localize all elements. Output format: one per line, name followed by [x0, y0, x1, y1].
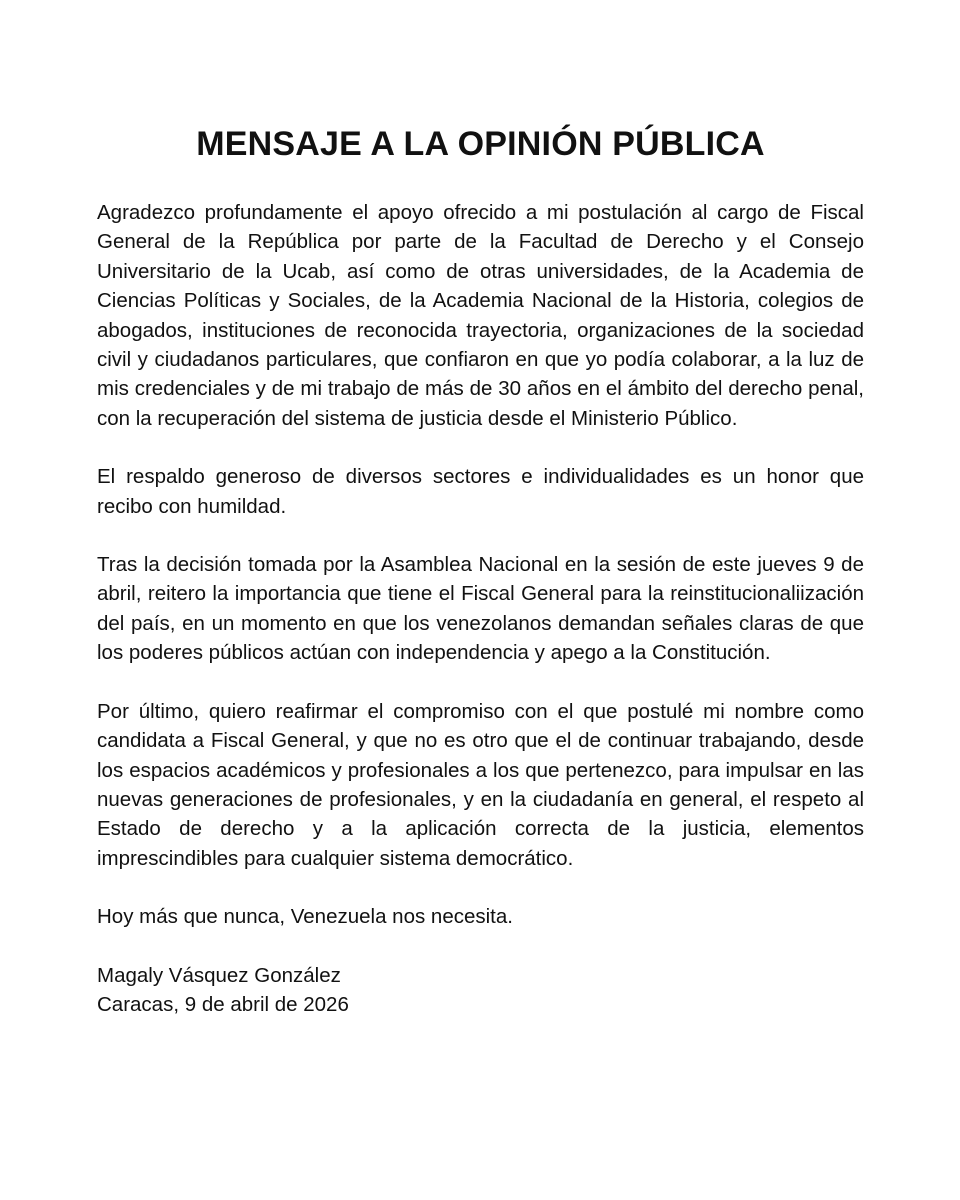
document-title: MENSAJE A LA OPINIÓN PÚBLICA [196, 125, 765, 163]
signature-place-date: Caracas, 9 de abril de 2026 [97, 992, 349, 1016]
signature-name: Magaly Vásquez González [97, 963, 341, 987]
document-page [97, 122, 864, 1019]
paragraph-support: El respaldo generoso de diversos sectores e individualidades es un honor que recibo con humildad. [97, 465, 864, 518]
paragraph-gratitude: Agradezco profundamente el apoyo ofrecido a mi postulación al cargo de Fiscal General de la República por parte de la Facultad de Derecho y el Consejo Universitario de la Ucab, así como de otras universidades, de la Academia de Ciencias Políticas y Sociales, de la Academia Nacional de la Historia, colegios de abogados, instituciones de reconocida trayectoria, organizaciones de la sociedad civil y ciudadanos particulares, que confiaron en que yo podía colaborar, a la luz de mis credenciales y de mi trabajo de más de 30 años en el ámbito del derecho penal, con la recuperación del sistema de justicia desde el Ministerio Público. [97, 201, 864, 430]
signature-block [97, 961, 864, 1020]
paragraph-closing: Hoy más que nunca, Venezuela nos necesita. [97, 905, 513, 929]
paragraph-assembly-decision: Tras la decisión tomada por la Asamblea Nacional en la sesión de este jueves 9 de abril, reitero la importancia que tiene el Fiscal General para la reinstitucionaliización del país, en un momento en que los venezolanos demandan señales claras de que los poderes públicos actúan con independencia y apego a la Constitución. [97, 553, 864, 665]
paragraph-commitment: Por último, quiero reafirmar el compromiso con el que postulé mi nombre como candidata a Fiscal General, y que no es otro que el de continuar trabajando, desde los espacios académicos y profesionales a los que pertenezco, para impulsar en las nuevas generaciones de profesionales, y en la ciudadanía en general, el respeto al Estado de derecho y a la aplicación correcta de la justicia, elementos imprescindibles para cualquier sistema democrático. [97, 699, 864, 870]
